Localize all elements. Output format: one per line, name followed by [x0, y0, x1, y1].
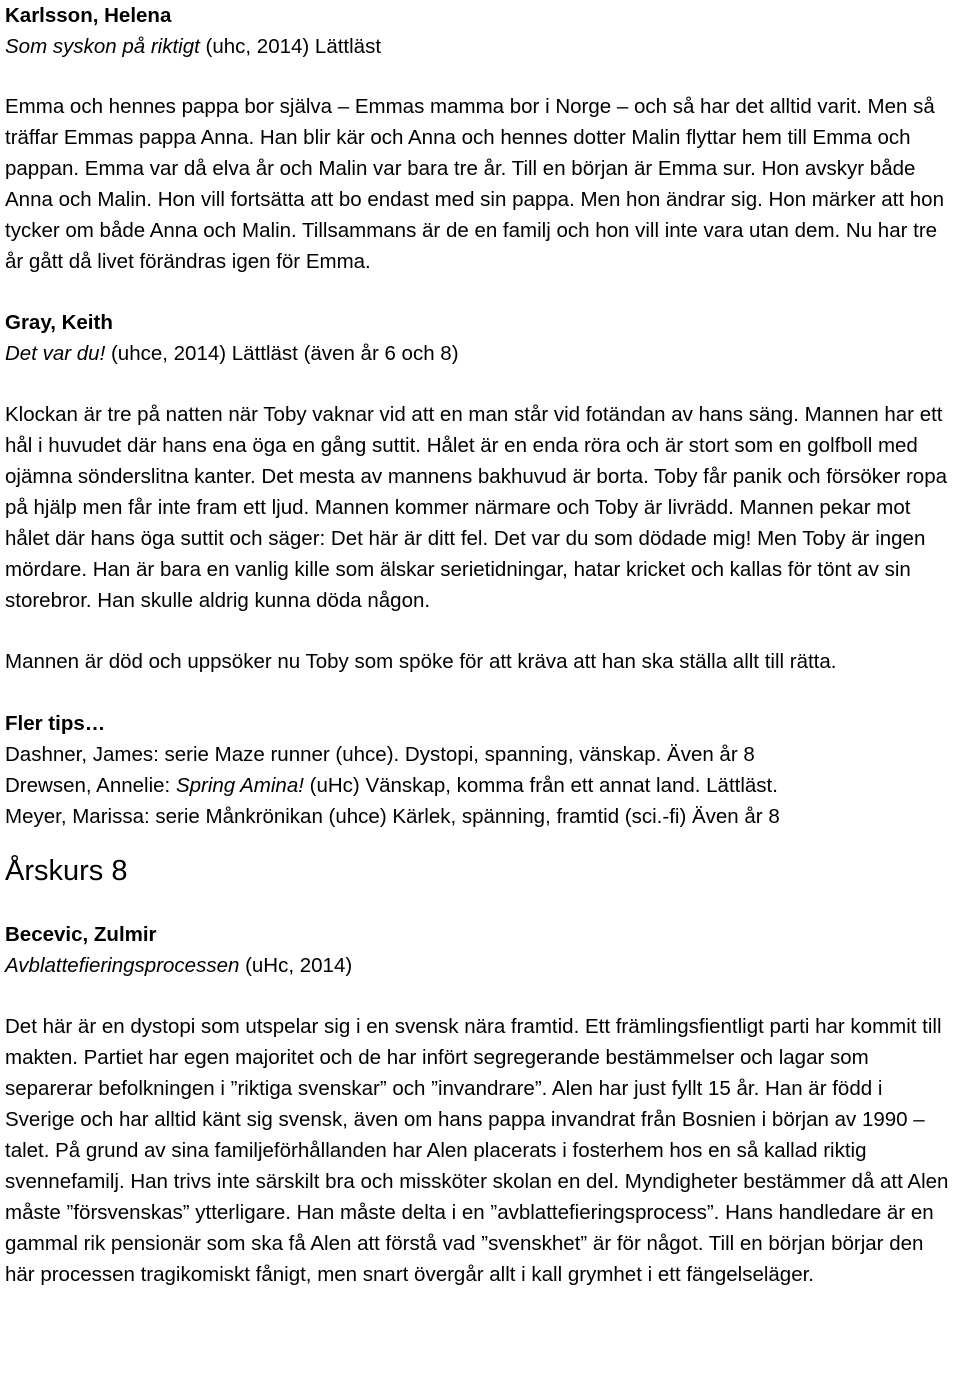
- book2-title-line: [5, 338, 954, 369]
- book2-meta: (uhce, 2014) Lättläst (även år 6 och 8): [105, 342, 459, 365]
- tips-line-1: Dashner, James: serie Maze runner (uhce). Dystopi, spanning, vänskap. Även år 8: [5, 743, 755, 766]
- book3-author: Becevic, Zulmir: [5, 923, 157, 946]
- tips-line-2-rest: (uHc) Vänskap, komma från ett annat land. Lättläst.: [303, 774, 778, 797]
- book1-author: Karlsson, Helena: [5, 4, 172, 27]
- book2-description: Klockan är tre på natten när Toby vaknar vid att en man står vid fotändan av hans säng. Mannen har ett hål i huvudet där hans ena öga en gång suttit. Hålet är en enda röra och är stort som en golfboll med ojämna sönderslitna kanter. Det mesta av mannens bakhuvud är borta. Toby får panik och försöker ropa på hjälp men får inte fram ett ljud. Mannen kommer närmare och Toby är livrädd. Mannen pekar mot hålet där hans öga suttit och säger: Det här är ditt fel. Det var du som dödade mig! Men Toby är ingen mördare. Han är bara en vanlig kille som älskar serietidningar, hatar kricket och kallas för tönt av sin storebror. Han skulle aldrig kunna döda någon.: [5, 403, 948, 612]
- tips-line-2-author: Drewsen, Annelie:: [5, 774, 176, 797]
- book1-title: Som syskon på riktigt: [5, 35, 200, 58]
- tips-line-2: [5, 770, 954, 801]
- book3-title: Avblattefieringsprocessen: [5, 954, 240, 977]
- book3-meta: (uHc, 2014): [239, 954, 353, 977]
- tips-heading: Fler tips…: [5, 712, 106, 735]
- book2-author: Gray, Keith: [5, 311, 113, 334]
- book3-title-line: [5, 950, 954, 981]
- book3-description: Det här är en dystopi som utspelar sig i en svensk nära framtid. Ett främlingsfientligt parti har kommit till makten. Partiet har egen majoritet och de har infört segregerande bestämmelser och lagar som separerar befolkningen i ”riktiga svenskar” och ”invandrare”. Alen har just fyllt 15 år. Han är född i Sverige och har alltid känt sig svensk, även om hans pappa invandrat från Bosnien i början av 1990 – talet. På grund av sina familjeförhållanden har Alen placerats i fosterhem hos en så kallad riktig svennefamilj. Han trivs inte särskilt bra och missköter skolan en del. Myndigheter bestämmer då att Alen måste ”försvenskas” ytterligare. Han måste delta i en ”avblattefieringsprocess”. Hans handledare är en gammal rik pensionär som ska få Alen att förstå vad ”svenskhet” är för något. Till en början börjar den här processen tragikomiskt fånigt, men snart övergår allt i kall grymhet i ett fängelseläger.: [5, 1015, 949, 1286]
- book2-title: Det var du!: [5, 342, 106, 365]
- book1-title-line: [5, 31, 954, 62]
- book1-description: Emma och hennes pappa bor själva – Emmas mamma bor i Norge – och så har det alltid varit. Men så träffar Emmas pappa Anna. Han blir kär och Anna och hennes dotter Malin flyttar hem till Emma och pappan. Emma var då elva år och Malin var bara tre år. Till en början är Emma sur. Hon avskyr både Anna och Malin. Hon vill fortsätta att bo endast med sin pappa. Men hon ändrar sig. Hon märker att hon tycker om både Anna och Malin. Tillsammans är de en familj och hon vill inte vara utan dem. Nu har tre år gått då livet förändras igen för Emma.: [5, 95, 944, 273]
- book1-meta: (uhc, 2014) Lättläst: [199, 35, 382, 58]
- tips-line-2-title: Spring Amina!: [175, 774, 304, 797]
- grade-heading: Årskurs 8: [5, 855, 128, 887]
- tips-line-3: Meyer, Marissa: serie Månkrönikan (uhce) Kärlek, spänning, framtid (sci.-fi) Även år 8: [5, 805, 780, 828]
- book2-description-2: Mannen är död och uppsöker nu Toby som spöke för att kräva att han ska ställa allt till rätta.: [5, 650, 837, 673]
